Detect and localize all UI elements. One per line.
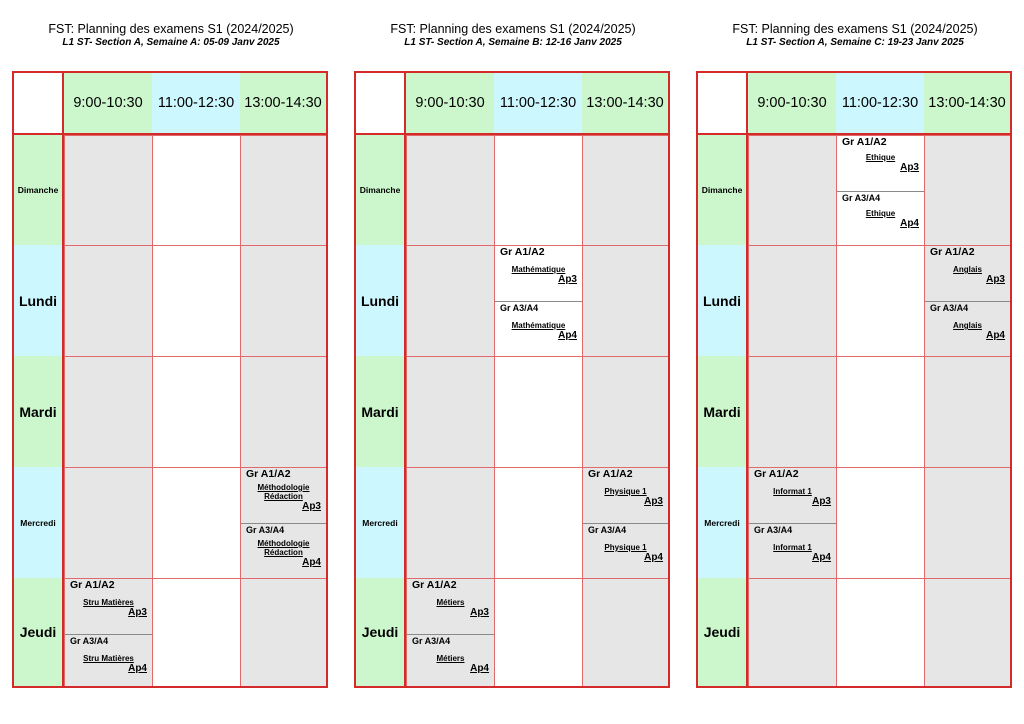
- schedule-header: [12, 22, 330, 71]
- schedule-table: [354, 71, 670, 688]
- cell-lundi-3: [582, 245, 668, 356]
- cell-mardi-1: [748, 356, 836, 467]
- exam-entry: [65, 579, 152, 634]
- cell-lundi-2: [836, 245, 924, 356]
- subject-label: Physique 1: [604, 543, 647, 552]
- day-mardi: Mardi: [356, 356, 404, 467]
- exam-entry: [65, 634, 152, 687]
- day-mardi: Mardi: [14, 356, 62, 467]
- slot-header-1: 9:00-10:30: [748, 73, 836, 133]
- cell-dimanche-3: [582, 135, 668, 245]
- room-label: Ap3: [470, 607, 489, 618]
- cell-lundi-3: [240, 245, 326, 356]
- subject-label: Mathématique: [511, 321, 566, 330]
- group-label: Gr A1/A2: [70, 579, 115, 591]
- schedule-title: FST: Planning des examens S1 (2024/2025): [732, 22, 978, 36]
- divider: [62, 73, 64, 686]
- cell-dimanche-1: [748, 135, 836, 245]
- cell-mardi-3: [924, 356, 1010, 467]
- cell-mardi-2: [152, 356, 240, 467]
- day-dimanche: Dimanche: [698, 135, 746, 245]
- schedule-header: [354, 22, 672, 71]
- cell-lundi-2: [494, 245, 582, 356]
- cell-jeudi-1: [406, 578, 494, 686]
- slot-header-1: 9:00-10:30: [64, 73, 152, 133]
- cell-mercredi-3: [582, 467, 668, 578]
- exam-entry: [749, 468, 836, 523]
- day-jeudi: Jeudi: [356, 578, 404, 686]
- day-mercredi: Mercredi: [356, 467, 404, 578]
- day-dimanche: Dimanche: [14, 135, 62, 245]
- room-label: Ap3: [986, 274, 1005, 285]
- subject-label: Méthodologie Rédaction: [257, 483, 310, 501]
- day-jeudi: Jeudi: [698, 578, 746, 686]
- subject-label: Informat 1: [773, 487, 812, 496]
- day-lundi: Lundi: [698, 245, 746, 356]
- schedule-table: [12, 71, 328, 688]
- room-label: Ap3: [644, 496, 663, 507]
- cell-dimanche-1: [406, 135, 494, 245]
- exam-entry: [241, 523, 326, 578]
- subject-label: Mathématique: [511, 265, 566, 274]
- schedule-title: FST: Planning des examens S1 (2024/2025): [48, 22, 294, 36]
- exam-entry: [495, 301, 582, 357]
- schedule-title: FST: Planning des examens S1 (2024/2025): [390, 22, 636, 36]
- schedule-week-a: [12, 22, 330, 688]
- group-label: Gr A3/A4: [588, 525, 627, 535]
- group-label: Gr A1/A2: [412, 579, 457, 591]
- day-jeudi: Jeudi: [14, 578, 62, 686]
- schedule-week-c: [696, 22, 1014, 688]
- room-label: Ap3: [900, 162, 919, 173]
- exam-entry: [925, 301, 1010, 357]
- exam-entry: [583, 523, 668, 579]
- schedule-header: [696, 22, 1014, 71]
- room-label: Ap4: [986, 330, 1005, 341]
- cell-mardi-1: [64, 356, 152, 467]
- cell-dimanche-2: [836, 135, 924, 245]
- exam-entry: [837, 191, 924, 246]
- cell-jeudi-2: [152, 578, 240, 686]
- cell-mardi-2: [836, 356, 924, 467]
- exam-entry: [837, 136, 924, 191]
- room-label: Ap4: [128, 663, 147, 674]
- subject-label: Stru Matières: [83, 654, 134, 663]
- group-label: Gr A1/A2: [588, 468, 633, 480]
- cell-mercredi-2: [152, 467, 240, 578]
- room-label: Ap4: [302, 557, 321, 568]
- day-mercredi: Mercredi: [698, 467, 746, 578]
- subject-label: Anglais: [953, 265, 982, 274]
- group-label: Gr A3/A4: [500, 303, 539, 313]
- cell-mercredi-3: [240, 467, 326, 578]
- cell-dimanche-3: [924, 135, 1010, 245]
- schedule-subtitle: L1 ST- Section A, Semaine C: 19-23 Janv 2025: [746, 37, 964, 48]
- slot-header-3: 13:00-14:30: [240, 73, 326, 133]
- divider: [746, 73, 748, 686]
- cell-mercredi-1: [748, 467, 836, 578]
- cell-jeudi-2: [836, 578, 924, 686]
- cell-mercredi-3: [924, 467, 1010, 578]
- cell-lundi-2: [152, 245, 240, 356]
- cell-jeudi-3: [924, 578, 1010, 686]
- cell-jeudi-3: [240, 578, 326, 686]
- schedule-subtitle: L1 ST- Section A, Semaine A: 05-09 Janv 2025: [62, 37, 280, 48]
- slot-header-3: 13:00-14:30: [924, 73, 1010, 133]
- subject-label: Physique 1: [604, 487, 647, 496]
- divider: [14, 133, 326, 135]
- group-label: Gr A1/A2: [246, 468, 291, 480]
- cell-dimanche-3: [240, 135, 326, 245]
- subject-label: Métiers: [436, 654, 465, 663]
- cell-mercredi-2: [836, 467, 924, 578]
- corner-cell: [14, 73, 62, 133]
- cell-dimanche-2: [494, 135, 582, 245]
- room-label: Ap3: [558, 274, 577, 285]
- room-label: Ap3: [128, 607, 147, 618]
- corner-cell: [698, 73, 746, 133]
- day-lundi: Lundi: [14, 245, 62, 356]
- cell-mardi-1: [406, 356, 494, 467]
- subject-label: Ethique: [865, 209, 896, 218]
- slot-header-2: 11:00-12:30: [836, 73, 924, 133]
- schedule-table: [696, 71, 1012, 688]
- cell-jeudi-2: [494, 578, 582, 686]
- cell-mercredi-1: [406, 467, 494, 578]
- cell-jeudi-3: [582, 578, 668, 686]
- subject-label: Métiers: [436, 598, 465, 607]
- exam-entry: [749, 523, 836, 579]
- cell-lundi-1: [406, 245, 494, 356]
- subject-label: Méthodologie Rédaction: [257, 539, 310, 557]
- exam-entry: [407, 579, 494, 634]
- divider: [404, 73, 406, 686]
- room-label: Ap4: [644, 552, 663, 563]
- day-mardi: Mardi: [698, 356, 746, 467]
- group-label: Gr A3/A4: [842, 193, 881, 203]
- schedule-subtitle: L1 ST- Section A, Semaine B: 12-16 Janv 2025: [404, 37, 622, 48]
- cell-lundi-1: [748, 245, 836, 356]
- group-label: Gr A1/A2: [842, 136, 887, 148]
- exam-entry: [583, 468, 668, 523]
- slot-header-1: 9:00-10:30: [406, 73, 494, 133]
- slot-header-3: 13:00-14:30: [582, 73, 668, 133]
- cell-mercredi-2: [494, 467, 582, 578]
- room-label: Ap3: [302, 501, 321, 512]
- day-lundi: Lundi: [356, 245, 404, 356]
- exam-entry: [241, 468, 326, 523]
- divider: [356, 133, 668, 135]
- room-label: Ap4: [558, 330, 577, 341]
- day-dimanche: Dimanche: [356, 135, 404, 245]
- exam-entry: [495, 246, 582, 301]
- group-label: Gr A3/A4: [930, 303, 969, 313]
- day-mercredi: Mercredi: [14, 467, 62, 578]
- cell-mercredi-1: [64, 467, 152, 578]
- exam-entry: [407, 634, 494, 687]
- group-label: Gr A1/A2: [754, 468, 799, 480]
- slot-header-2: 11:00-12:30: [152, 73, 240, 133]
- cell-mardi-2: [494, 356, 582, 467]
- cell-jeudi-1: [64, 578, 152, 686]
- room-label: Ap4: [900, 218, 919, 229]
- slot-header-2: 11:00-12:30: [494, 73, 582, 133]
- cell-mardi-3: [240, 356, 326, 467]
- schedule-week-b: [354, 22, 672, 688]
- room-label: Ap4: [470, 663, 489, 674]
- cell-lundi-1: [64, 245, 152, 356]
- group-label: Gr A3/A4: [70, 636, 109, 646]
- subject-label: Informat 1: [773, 543, 812, 552]
- divider: [698, 133, 1010, 135]
- cell-lundi-3: [924, 245, 1010, 356]
- cell-mardi-3: [582, 356, 668, 467]
- corner-cell: [356, 73, 404, 133]
- group-label: Gr A1/A2: [500, 246, 545, 258]
- group-label: Gr A1/A2: [930, 246, 975, 258]
- subject-label: Anglais: [953, 321, 982, 330]
- group-label: Gr A3/A4: [754, 525, 793, 535]
- room-label: Ap3: [812, 496, 831, 507]
- cell-jeudi-1: [748, 578, 836, 686]
- cell-dimanche-2: [152, 135, 240, 245]
- subject-label: Stru Matières: [83, 598, 134, 607]
- subject-label: Ethique: [865, 153, 896, 162]
- room-label: Ap4: [812, 552, 831, 563]
- group-label: Gr A3/A4: [412, 636, 451, 646]
- cell-dimanche-1: [64, 135, 152, 245]
- group-label: Gr A3/A4: [246, 525, 285, 535]
- exam-entry: [925, 246, 1010, 301]
